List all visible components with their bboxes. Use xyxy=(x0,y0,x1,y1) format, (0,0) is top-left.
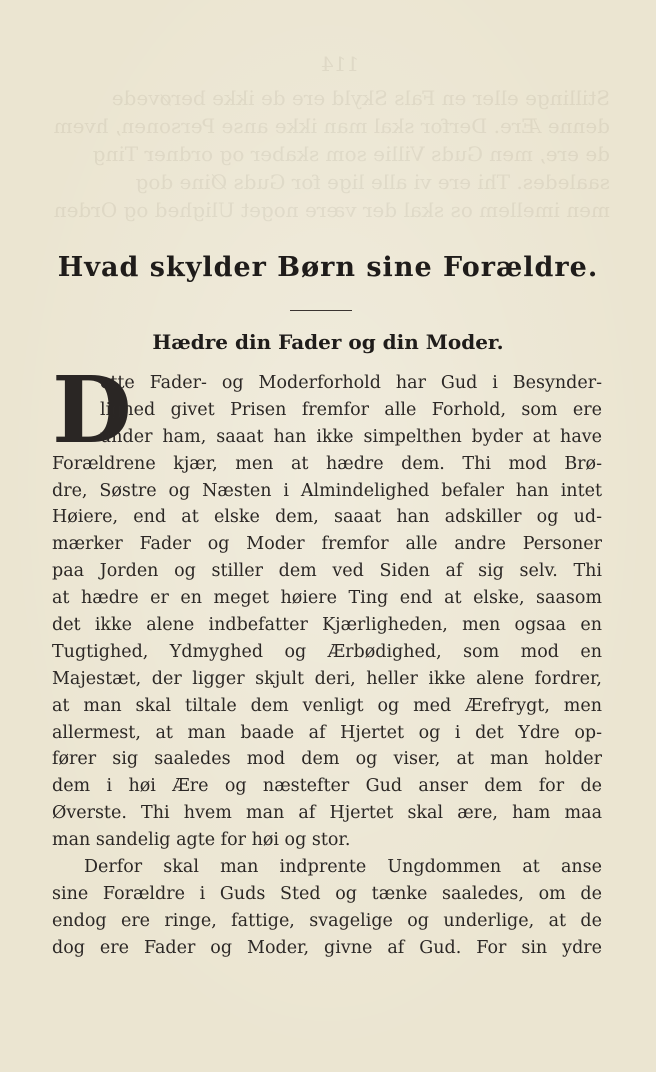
bleed-through-line: saaledes. Thi ere vi alle lige for Guds Øine dog xyxy=(135,170,610,194)
bleed-through-line: de ere, men Guds Villie som skaber og ordner Ting xyxy=(92,142,610,166)
text-line: Majestæt, der ligger skjult deri, heller ikke alene fordrer, xyxy=(52,668,602,689)
text-line: dre, Søstre og Næsten i Almindelighed befaler han intet xyxy=(52,480,602,501)
chapter-title: Hvad skylder Børn sine Forældre. xyxy=(57,252,599,283)
text-line: at hædre er en meget høiere Ting end at elske, saasom xyxy=(52,588,602,609)
text-line: paa Jorden og stiller dem ved Siden af sig selv. Thi xyxy=(52,561,602,582)
text-line: dem i høi Ære og næstefter Gud anser dem for de xyxy=(52,776,602,797)
text-line: ette Fader- og Moderforhold har Gud i Besynder- xyxy=(100,373,602,393)
text-line: at man skal tiltale dem venligt og med Ærefrygt, men xyxy=(52,695,602,716)
text-line: Høiere, end at elske dem, saaat han adskiller og ud- xyxy=(52,507,602,528)
text-line: Forældrene kjær, men at hædre dem. Thi mod Brø- xyxy=(52,453,602,474)
bleed-through-line: denne Ære. Derfor skal man ikke anse Personen, hvem xyxy=(53,114,610,138)
text-line: endog ere ringe, fattige, svagelige og underlige, at de xyxy=(52,910,602,931)
text-line: fører sig saaledes mod dem og viser, at man holder xyxy=(52,749,602,770)
text-line: Derfor skal man indprente Ungdommen at anse xyxy=(84,857,602,878)
text-line: Tugtighed, Ydmyghed og Ærbødighed, som mod en xyxy=(52,641,602,662)
title-divider xyxy=(290,310,352,311)
text-line: mærker Fader og Moder fremfor alle andre Personer xyxy=(52,534,602,555)
text-line: allermest, at man baade af Hjertet og i det Ydre op- xyxy=(52,722,602,743)
section-subtitle: Hædre din Fader og din Moder. xyxy=(152,330,504,354)
bleed-through-page-number: 114 xyxy=(320,52,360,76)
text-line: dog ere Fader og Moder, givne af Gud. For sin ydre xyxy=(52,937,602,958)
text-line: Øverste. Thi hvem man af Hjertet skal ære, ham maa xyxy=(52,803,602,824)
text-line: det ikke alene indbefatter Kjærligheden, men ogsaa en xyxy=(52,615,602,636)
bleed-through-text xyxy=(53,50,610,224)
text-line: sine Forældre i Guds Sted og tænke saaledes, om de xyxy=(52,883,602,904)
text-line: under ham, saaat han ikke simpelthen byder at have xyxy=(100,426,602,447)
text-line: man sandelig agte for høi og stor. xyxy=(52,830,351,851)
body-paragraph xyxy=(52,356,602,962)
text-line: lighed givet Prisen fremfor alle Forhold, som ere xyxy=(100,399,602,420)
drop-cap-initial: D xyxy=(52,356,132,464)
bleed-through-line: men imellem os skal der være noget Ulighed og Orden xyxy=(53,198,610,222)
bleed-through-line: Stillinge eller en Fals Skyld ere de ikke berøvede xyxy=(111,86,610,110)
